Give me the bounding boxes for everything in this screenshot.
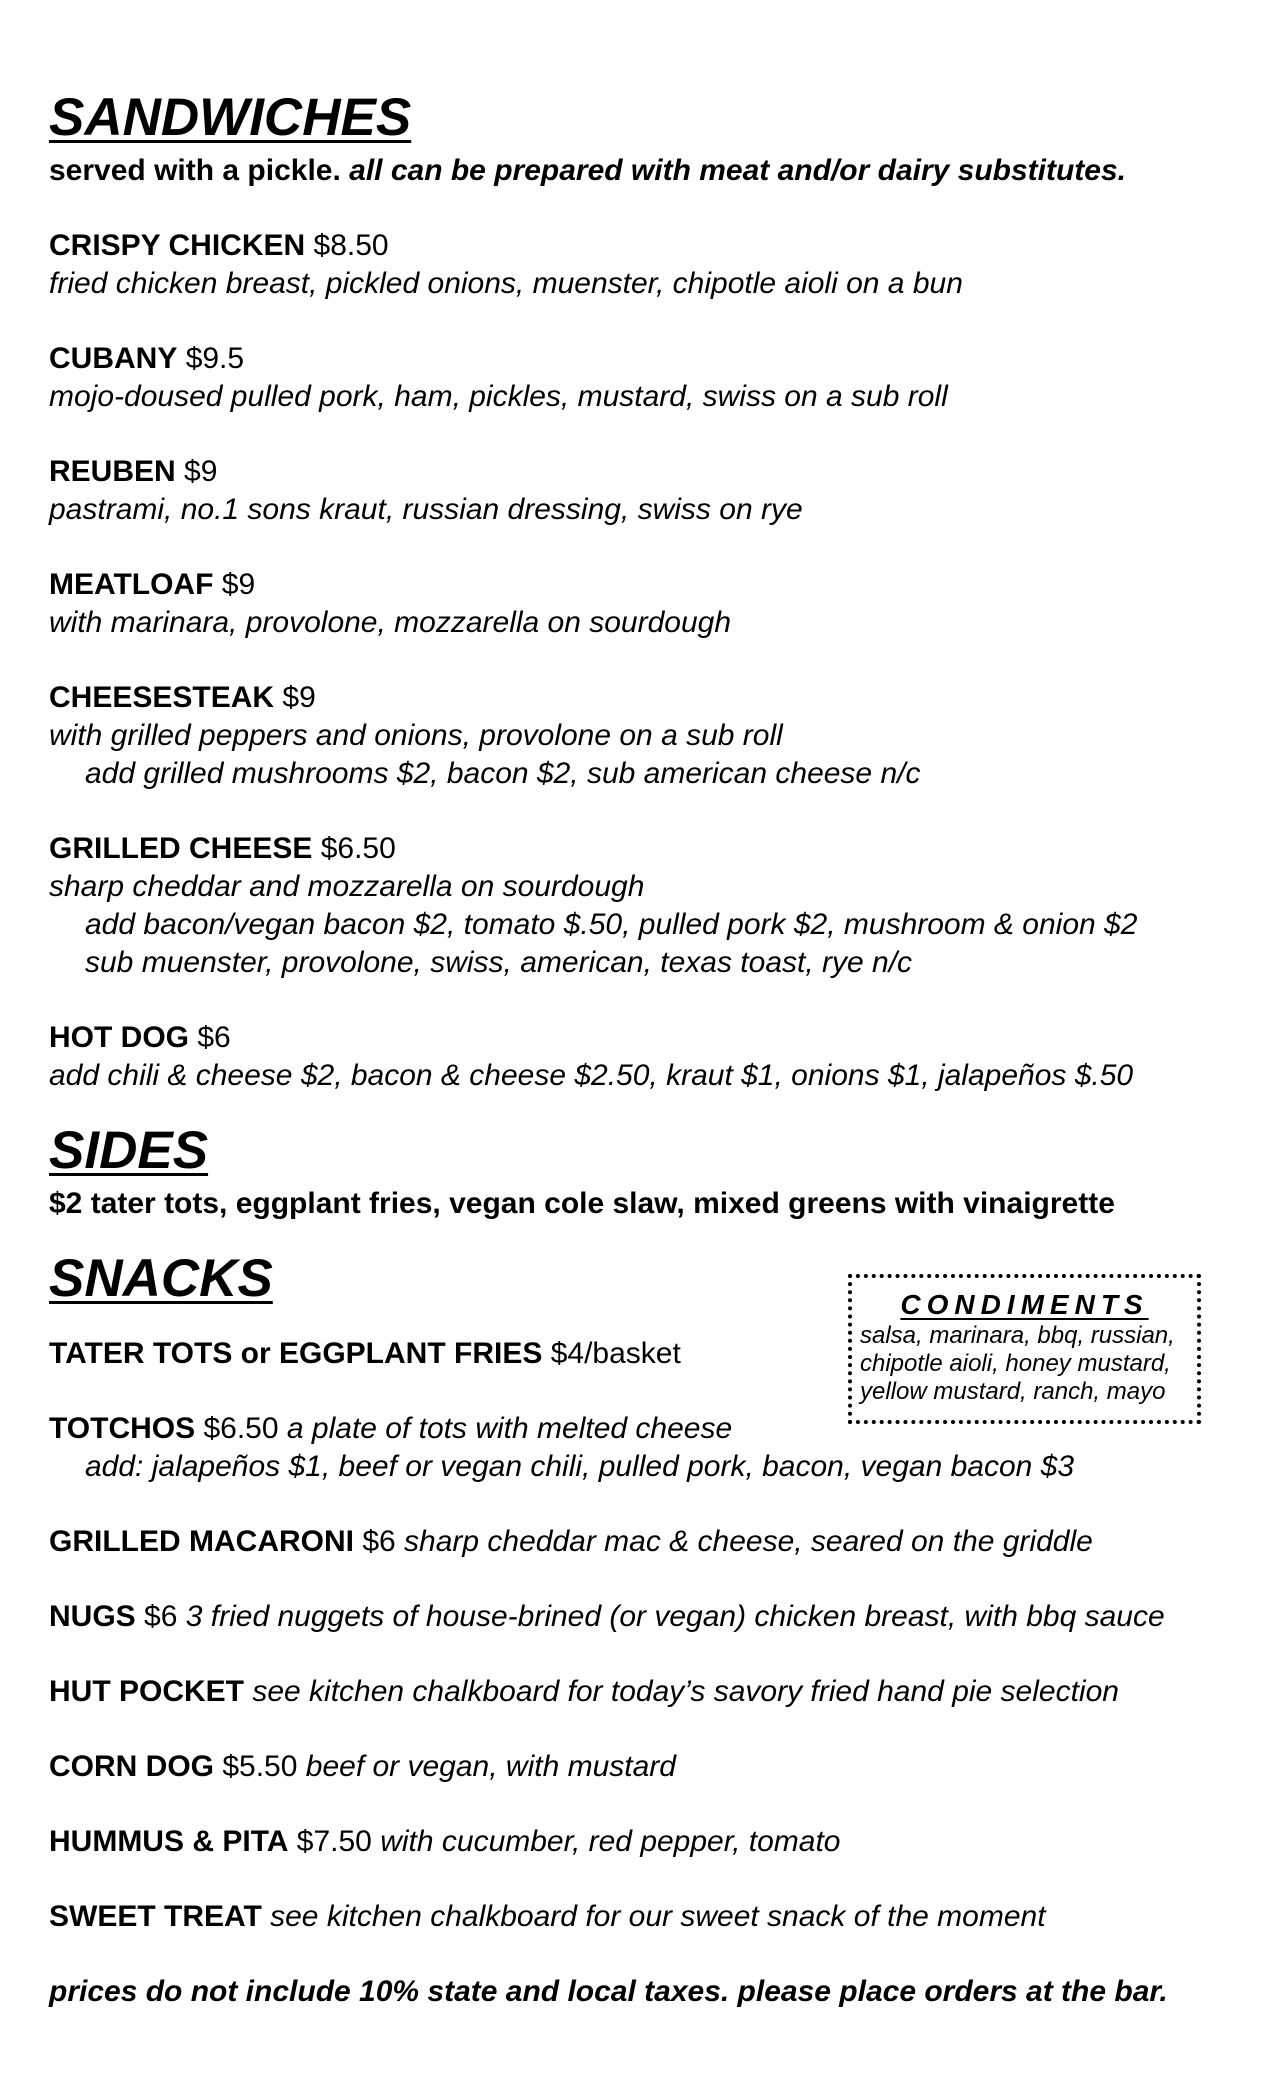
item-description: sharp cheddar and mozzarella on sourdough [49,870,645,903]
item-name: TOTCHOS [49,1412,196,1445]
menu-item-meatloaf [49,566,1249,642]
item-description: with marinara, provolone, mozzarella on sourdough [49,606,732,639]
item-price: $6 [197,1021,231,1054]
item-price: $5.50 [222,1750,298,1783]
item-description: 3 fried nuggets of house-brined (or vegan) chicken breast, with bbq sauce [185,1600,1165,1633]
item-name: CHEESESTEAK [49,681,275,714]
menu-item-grilled-cheese [49,830,1249,982]
menu-item-corn-dog [49,1748,1249,1786]
item-price: $9 [282,681,316,714]
sides-heading: SIDES [49,1121,209,1180]
sandwiches-subtitle-italic: all can be prepared with meat and/or dairy substitutes. [349,154,1127,187]
menu-page [49,84,1249,2011]
sandwiches-subtitle-plain: served with a pickle. [49,154,350,187]
item-name: HUT POCKET [49,1675,244,1708]
item-description: add chili & cheese $2, bacon & cheese $2.50, kraut $1, onions $1, jalapeños $.50 [49,1059,1134,1092]
sandwiches-heading: SANDWICHES [49,88,412,147]
item-name: GRILLED MACARONI [49,1525,354,1558]
item-price: $4/basket [550,1337,681,1370]
item-description: pastrami, no.1 sons kraut, russian dressing, swiss on rye [49,493,803,526]
item-price: $8.50 [313,229,389,262]
item-price: $9 [184,455,218,488]
item-description: with grilled peppers and onions, provolone on a sub roll [49,719,783,752]
item-addons: add bacon/vegan bacon $2, tomato $.50, pulled pork $2, mushroom & onion $2 [85,908,1138,941]
item-addons: add grilled mushrooms $2, bacon $2, sub american cheese n/c [85,757,921,790]
menu-item-grilled-macaroni [49,1523,1249,1561]
sandwiches-subtitle [49,152,1249,190]
item-description: see kitchen chalkboard for our sweet snack of the moment [270,1900,1046,1933]
condiments-line: salsa, marinara, bbq, russian, [860,1322,1175,1349]
item-name: NUGS [49,1600,136,1633]
sides-text: $2 tater tots, eggplant fries, vegan cole slaw, mixed greens with vinaigrette [49,1187,1115,1220]
item-name: HUMMUS & PITA [49,1825,289,1858]
item-addons: add: jalapeños $1, beef or vegan chili, pulled pork, bacon, vegan bacon $3 [85,1450,1075,1483]
condiments-box [848,1274,1201,1424]
menu-item-hot-dog [49,1019,1249,1095]
item-description: beef or vegan, with mustard [305,1750,676,1783]
item-description: sharp cheddar mac & cheese, seared on the griddle [404,1525,1093,1558]
item-name: REUBEN [49,455,176,488]
item-name: CORN DOG [49,1750,214,1783]
item-name: GRILLED CHEESE [49,832,313,865]
item-description: mojo-doused pulled pork, ham, pickles, mustard, swiss on a sub roll [49,380,948,413]
menu-item-nugs [49,1598,1249,1636]
item-description: a plate of tots with melted cheese [286,1412,733,1445]
menu-item-hut-pocket [49,1673,1249,1711]
condiments-heading: CONDIMENTS [900,1289,1149,1320]
item-price: $6 [362,1525,396,1558]
item-description: see kitchen chalkboard for today’s savory fried hand pie selection [252,1675,1119,1708]
menu-item-hummus-pita [49,1823,1249,1861]
item-name: HOT DOG [49,1021,189,1054]
item-name: CUBANY [49,342,178,375]
item-name: SWEET TREAT [49,1900,262,1933]
menu-item-crispy-chicken [49,227,1249,303]
item-price: $6.50 [320,832,396,865]
condiments-line: chipotle aioli, honey mustard, [860,1350,1171,1377]
item-name: MEATLOAF [49,568,214,601]
item-description: with cucumber, red pepper, tomato [380,1825,841,1858]
item-price: $9.5 [185,342,245,375]
tax-footer-note: prices do not include 10% state and local taxes. please place orders at the bar. [49,1975,1168,2008]
item-name: TATER TOTS or EGGPLANT FRIES [49,1337,543,1370]
snacks-heading: SNACKS [49,1249,273,1308]
menu-item-sweet-treat [49,1898,1249,1936]
item-price: $9 [221,568,256,601]
menu-item-cheesesteak [49,679,1249,793]
item-price: $6.50 [203,1412,279,1445]
menu-item-cubany [49,340,1249,416]
condiments-list [860,1322,1189,1406]
item-description: fried chicken breast, pickled onions, muenster, chipotle aioli on a bun [49,267,963,300]
condiments-line: yellow mustard, ranch, mayo [860,1378,1166,1405]
item-name: CRISPY CHICKEN [49,229,306,262]
item-price: $6 [144,1600,178,1633]
menu-item-reuben [49,453,1249,529]
item-price: $7.50 [296,1825,372,1858]
item-substitutions: sub muenster, provolone, swiss, american, texas toast, rye n/c [85,946,913,979]
